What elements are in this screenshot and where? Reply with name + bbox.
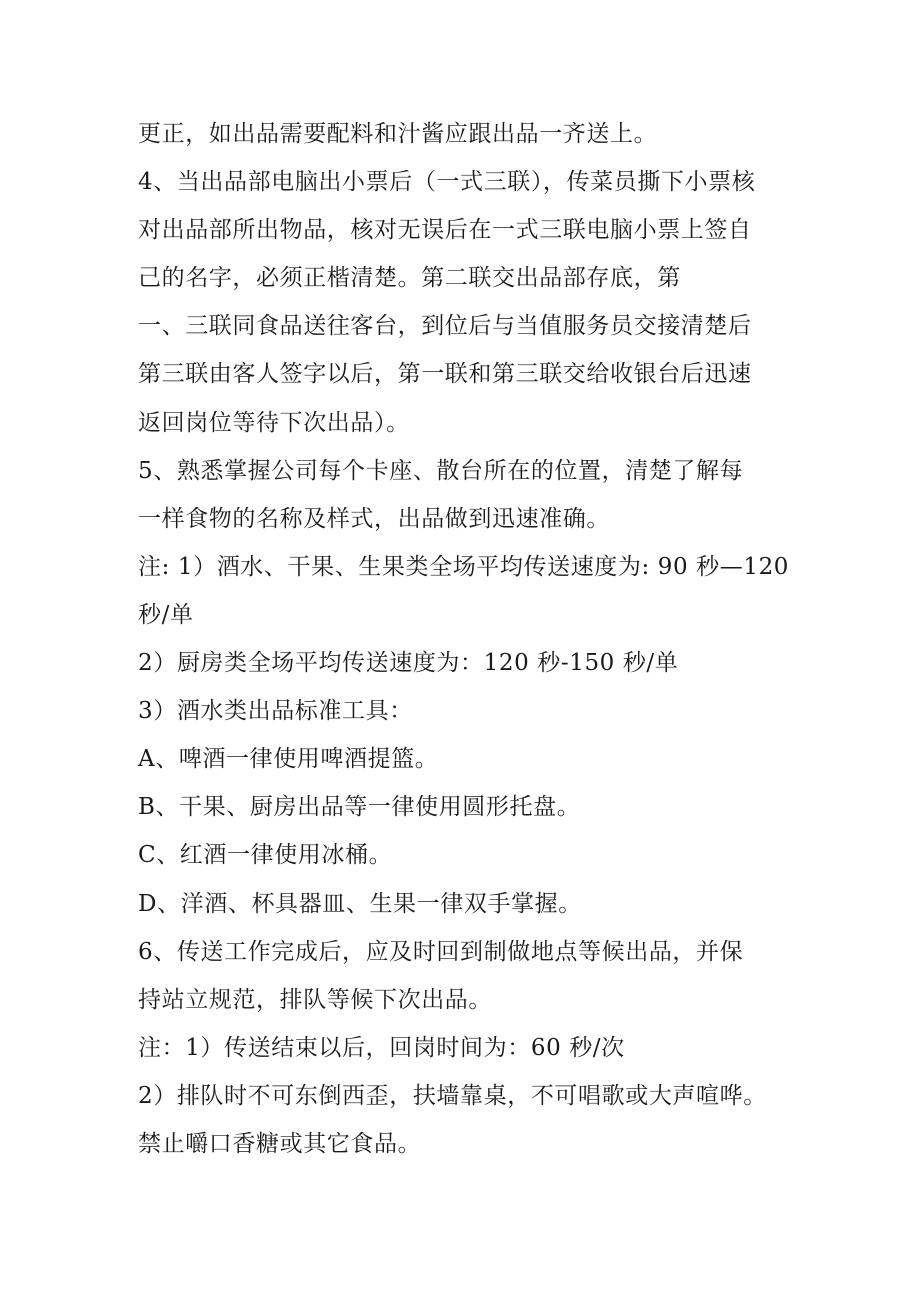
text-line: D、洋酒、杯具器皿、生果一律双手掌握。 (138, 890, 582, 917)
text-line: 3）酒水类出品标准工具： (138, 698, 413, 725)
text-line: 秒/单 (138, 601, 194, 628)
text-line: 5、熟悉掌握公司每个卡座、散台所在的位置，清楚了解每 (138, 457, 744, 484)
text-line: 注: 1）酒水、干果、生果类全场平均传送速度为: 90 秒—120 (138, 553, 790, 580)
text-line: 4、当出品部电脑出小票后（一式三联），传菜员撕下小票核 (138, 169, 756, 196)
text-line: 更正，如出品需要配料和汁酱应跟出品一齐送上。 (138, 121, 658, 147)
text-line: 己的名字，必须正楷清楚。第二联交出品部存底，第 (138, 265, 681, 292)
text-line: 2）排队时不可东倒西歪，扶墙靠桌，不可唱歌或大声喧哗。 (138, 1082, 767, 1109)
text-line: B、干果、厨房出品等一律使用圆形托盘。 (138, 794, 581, 821)
text-line: 返回岗位等待下次出品）。 (138, 409, 410, 436)
text-line: 一、三联同食品送往客台，到位后与当值服务员交接清楚后 (138, 313, 752, 340)
text-line: 一样食物的名称及样式，出品做到迅速准确。 (138, 505, 610, 532)
text-line: 持站立规范，排队等候下次出品。 (138, 986, 492, 1013)
text-line: A、啤酒一律使用啤酒提篮。 (138, 746, 439, 773)
document-body (138, 110, 818, 1168)
text-line: 禁止嚼口香糖或其它食品。 (138, 1130, 422, 1157)
text-line: 第三联由客人签字以后，第一联和第三联交给收银台后迅速 (138, 361, 752, 388)
text-line: 注：1）传送结束以后，回岗时间为：60 秒/次 (138, 1034, 625, 1061)
text-line: C、红酒一律使用冰桶。 (138, 842, 393, 869)
text-line: 对出品部所出物品，核对无误后在一式三联电脑小票上签自 (138, 217, 752, 244)
text-line: 6、传送工作完成后，应及时回到制做地点等候出品，并保 (138, 938, 744, 965)
text-line: 2）厨房类全场平均传送速度为：120 秒-150 秒/单 (138, 650, 679, 677)
